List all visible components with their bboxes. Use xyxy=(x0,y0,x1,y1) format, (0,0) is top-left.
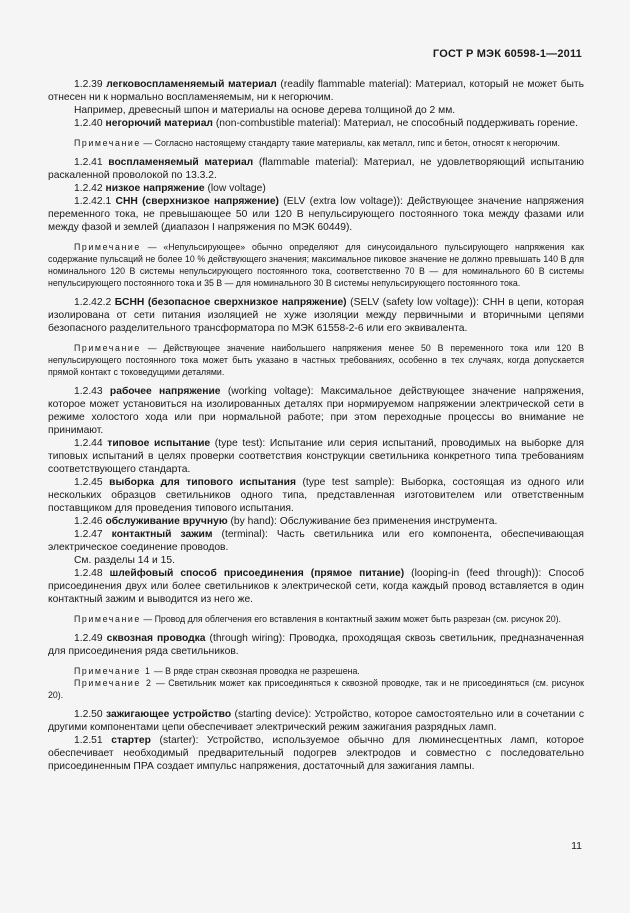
definition-text: (type test): Испытание или серия испытаний, проводимых на выборке для типовых испытаний в целях проверки соответствия конструкции светильника конкретного типа требованиям соответствующего стандарта. xyxy=(48,438,584,475)
defined-term: типовое испытание xyxy=(107,438,211,449)
definition-paragraph xyxy=(48,734,584,773)
defined-term: сквозная проводка xyxy=(106,633,206,644)
note-paragraph xyxy=(48,137,584,149)
definition-text: (terminal): Часть светильника или его компонента, обеспечивающая электрическое соединение проводов. xyxy=(48,529,585,553)
definition-text: (working voltage): Максимальное действующее значение напряжения, которое может установиться на изолированных деталях при нормируемом напряжении электрической сети в режиме холостого хода или при нормальной работе; при этом переходные процессы во внимание не принимают. xyxy=(48,386,584,436)
note-paragraph xyxy=(48,342,584,378)
clause-number: 1.2.40 xyxy=(74,118,103,129)
definition-paragraph xyxy=(48,708,584,734)
defined-term: низкое напряжение xyxy=(105,183,205,194)
definition-text: (flammable material): Материал, не удовлетворяющий испытанию раскаленной проволокой по 13.3.2. xyxy=(48,157,584,181)
definition-paragraph xyxy=(48,156,584,182)
definition-paragraph xyxy=(48,632,584,658)
note-label: Примечание 2 xyxy=(74,678,153,688)
defined-term: выборка для типового испытания xyxy=(109,477,296,488)
clause-number: 1.2.41 xyxy=(74,157,103,168)
clause-number: 1.2.46 xyxy=(74,516,103,527)
clause-number: 1.2.50 xyxy=(74,709,103,720)
clause-number: 1.2.44 xyxy=(74,438,103,449)
clause-number: 1.2.48 xyxy=(74,568,103,579)
clause-number: 1.2.42 xyxy=(74,183,103,194)
defined-term: легковоспламеняемый материал xyxy=(106,79,277,90)
definition-paragraph xyxy=(48,182,584,195)
definition-text: (SELV (safety low voltage)): СНН в цепи, которая изолирована от сети питания изоляцией не хуже изоляции между первичными и вторичными цепями безопасного разделительного трансформатора по МЭК 61558-2-6 или его эквивалента. xyxy=(48,297,585,334)
note-label: Примечание xyxy=(74,343,141,353)
note-label: Примечание xyxy=(74,614,141,624)
clause-number: 1.2.47 xyxy=(74,529,103,540)
page-number: 11 xyxy=(571,840,582,852)
definition-text: (non-combustible material): Материал, не способный поддерживать горение. xyxy=(212,118,578,129)
definition-paragraph xyxy=(48,567,584,606)
defined-term: СНН (сверхнизкое напряжение) xyxy=(115,196,279,207)
defined-term: стартер xyxy=(111,735,151,746)
defined-term: рабочее напряжение xyxy=(109,386,221,397)
definition-text: (through wiring): Проводка, проходящая сквозь светильник, предназначенная для присоединения ряда светильников. xyxy=(48,633,584,657)
note-text: — В ряде стран сквозная проводка не разрешена. xyxy=(151,666,360,676)
clause-number: 1.2.43 xyxy=(74,386,103,397)
note-text: — Светильник может как присоединяться к сквозной проводке, так и не присоединяться (см. рисунок 20). xyxy=(48,678,584,700)
defined-term: шлейфовый способ присоединения (прямое питание) xyxy=(109,568,405,579)
definition-paragraph xyxy=(48,117,584,130)
definition-text: (starter): Устройство, используемое обычно для люминесцентных ламп, которое обеспечивает необходимый предварительный подогрев электродов и совместно с последовательно присоединенным ПРА создает импульс напряжения, достаточный для зажигания лампы. xyxy=(48,735,584,772)
note-paragraph xyxy=(48,677,584,701)
body-paragraph: Например, древесный шпон и материалы на основе дерева толщиной до 2 мм. xyxy=(74,105,456,116)
note-text: — Действующее значение наибольшего напряжения менее 50 В переменного тока или 120 В непульсирующего постоянного тока может быть указано в частных требованиях, особенно в тех случаях, когда допускается прямой контакт с токоведущими деталями. xyxy=(48,343,584,377)
definition-paragraph xyxy=(48,528,584,554)
body-paragraph: См. разделы 14 и 15. xyxy=(74,555,175,566)
defined-term: БСНН (безопасное сверхнизкое напряжение) xyxy=(114,297,347,308)
note-paragraph xyxy=(48,241,584,289)
note-label: Примечание xyxy=(74,138,141,148)
note-label: Примечание 1 xyxy=(74,666,152,676)
defined-term: негорючий материал xyxy=(105,118,213,129)
definition-text: (type test sample): Выборка, состоящая из одного или нескольких образцов светильников одного типа, представленная изготовителем или ответственным поставщиком для проведения типового испытания. xyxy=(48,477,584,514)
definition-paragraph xyxy=(48,296,584,335)
definition-text: (readily flammable material): Материал, который не может быть отнесен ни к нормально воспламеняемым, ни к негорючим. xyxy=(48,79,584,103)
clause-number: 1.2.45 xyxy=(74,477,103,488)
definition-text: (by hand): Обслуживание без применения инструмента. xyxy=(227,516,498,527)
defined-term: зажигающее устройство xyxy=(106,709,232,720)
definition-paragraph xyxy=(48,515,584,528)
definition-text: (ELV (extra low voltage)): Действующее значение напряжения переменного тока, не превышающее 50 или 120 В непульсирующего постоянного тока между фазами или между фазой и землей (диапазон I напряжения по МЭК 60449). xyxy=(48,196,584,233)
document-body xyxy=(48,78,584,773)
definition-paragraph xyxy=(48,78,584,104)
defined-term: воспламеняемый материал xyxy=(108,157,254,168)
definition-text: (starting device): Устройство, которое самостоятельно или в сочетании с другими компонентами цепи обеспечивает электрический режим зажигания разрядных ламп. xyxy=(48,709,584,733)
definition-paragraph xyxy=(48,195,584,234)
note-paragraph xyxy=(48,665,584,677)
definition-paragraph xyxy=(48,437,584,476)
document-header: ГОСТ Р МЭК 60598-1—2011 xyxy=(432,48,582,60)
definition-paragraph xyxy=(48,385,584,437)
note-text: — Провод для облегчения его вставления в контактный зажим может быть разрезан (см. рисунок 20). xyxy=(140,614,561,624)
clause-number: 1.2.42.2 xyxy=(74,297,112,308)
defined-term: обслуживание вручную xyxy=(105,516,228,527)
note-text: — Согласно настоящему стандарту такие материалы, как металл, гипс и бетон, относят к негорючим. xyxy=(140,138,560,148)
note-text: — «Непульсирующее» обычно определяют для синусоидального пульсирующего напряжения как содержание пульсаций не более 10 % действующего значения; максимальное пиковое значение не должно превышать 140 В для номинального 120 В системы непульсирующего постоянного тока, соответственно 70 В — для номинального 60 В системы непульсирующего постоянного тока и 35 В — для номинального 30 В системы непульсирующего постоянного тока. xyxy=(48,242,584,288)
definition-text: (looping-in (feed through)): Способ присоединения двух или более светильников к электрической сети, когда каждый провод вставляется в один контактный зажим и выводится из него же. xyxy=(48,568,584,605)
note-paragraph xyxy=(48,613,584,625)
definition-paragraph xyxy=(48,476,584,515)
defined-term: контактный зажим xyxy=(111,529,213,540)
clause-number: 1.2.39 xyxy=(74,79,103,90)
note-label: Примечание xyxy=(74,242,141,252)
clause-number: 1.2.51 xyxy=(74,735,103,746)
clause-number: 1.2.49 xyxy=(74,633,103,644)
definition-text: (low voltage) xyxy=(204,183,266,194)
clause-number: 1.2.42.1 xyxy=(74,196,112,207)
